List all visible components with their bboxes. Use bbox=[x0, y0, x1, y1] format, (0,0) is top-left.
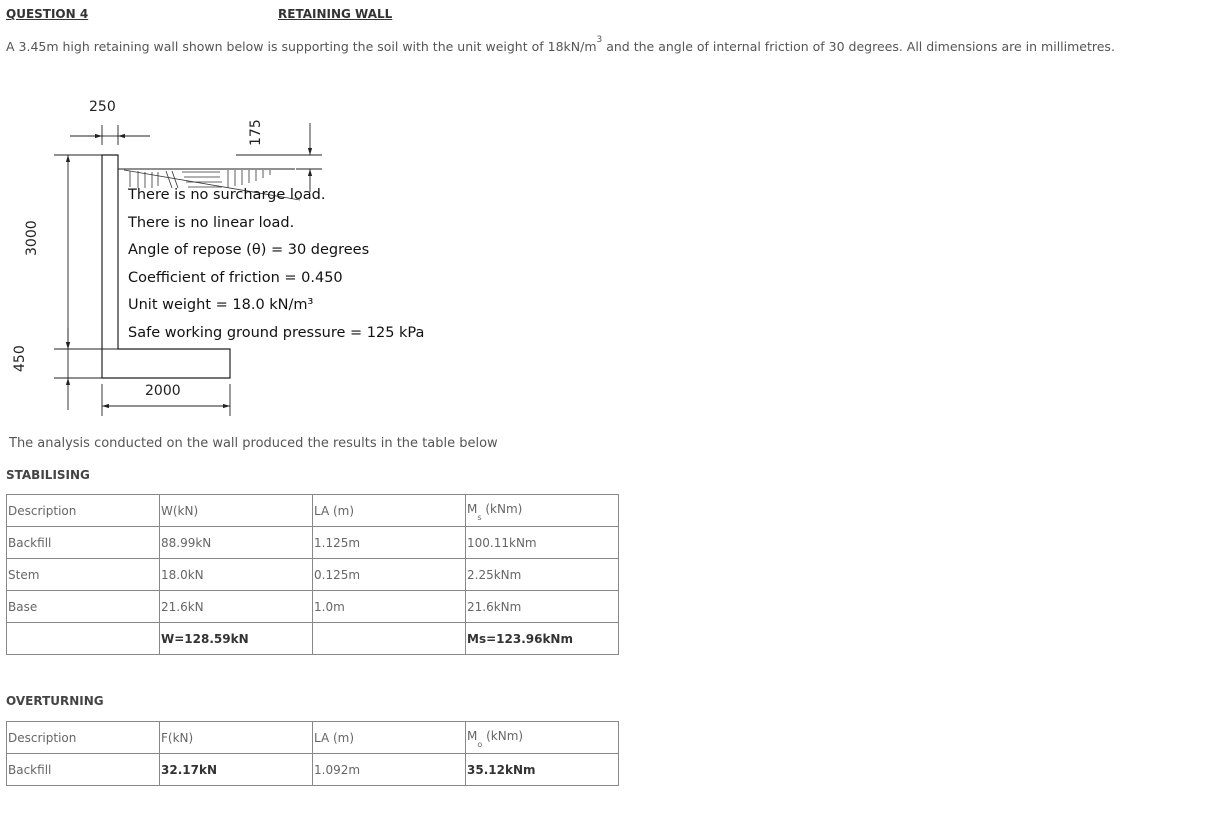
dim-stem-height: 3000 bbox=[24, 220, 40, 256]
weight-cell: 18.0kN bbox=[160, 559, 313, 591]
intro-superscript: 3 bbox=[596, 35, 603, 45]
table-row bbox=[7, 754, 619, 786]
moment-cell: 100.11kNm bbox=[466, 527, 619, 559]
header-cell bbox=[466, 495, 619, 527]
desc-cell: Stem bbox=[7, 559, 160, 591]
lever-arm-cell: 1.0m bbox=[313, 591, 466, 623]
intro-paragraph bbox=[6, 35, 1115, 54]
header-cell: W(kN) bbox=[160, 495, 313, 527]
note-surcharge: There is no surcharge load. bbox=[128, 187, 326, 203]
desc-cell bbox=[7, 623, 160, 655]
lever-arm-cell: 1.092m bbox=[313, 754, 466, 786]
note-ground-pressure: Safe working ground pressure = 125 kPa bbox=[128, 325, 425, 341]
header-cell: LA (m) bbox=[313, 495, 466, 527]
overturning-table bbox=[6, 721, 619, 786]
table-header-row bbox=[7, 495, 619, 527]
intro-text-before: A 3.45m high retaining wall shown below is supporting the soil with the unit weight of 18kN/m bbox=[6, 39, 597, 54]
dim-surcharge-offset: 175 bbox=[248, 119, 264, 146]
intro-text-after: and the angle of internal friction of 30 degrees. All dimensions are in millimetres. bbox=[602, 39, 1115, 54]
desc-cell: Base bbox=[7, 591, 160, 623]
moment-unit: (kNm) bbox=[482, 729, 524, 744]
lever-arm-cell: 0.125m bbox=[313, 559, 466, 591]
header-cell: F(kN) bbox=[160, 722, 313, 754]
moment-symbol: M bbox=[467, 502, 478, 517]
moment-symbol: M bbox=[467, 729, 478, 744]
retaining-wall-diagram bbox=[0, 90, 440, 430]
table-row bbox=[7, 527, 619, 559]
dim-stem-top: 250 bbox=[89, 99, 116, 115]
moment-cell: 35.12kNm bbox=[466, 754, 619, 786]
page-title: RETAINING WALL bbox=[278, 7, 393, 21]
note-unit-weight: Unit weight = 18.0 kN/m³ bbox=[128, 297, 314, 313]
header-cell: Description bbox=[7, 495, 160, 527]
force-cell: 32.17kN bbox=[160, 754, 313, 786]
analysis-text: The analysis conducted on the wall produced the results in the table below bbox=[9, 436, 498, 451]
moment-unit: (kNm) bbox=[481, 502, 523, 517]
moment-cell: 21.6kNm bbox=[466, 591, 619, 623]
note-linear-load: There is no linear load. bbox=[128, 215, 295, 231]
stabilising-heading: STABILISING bbox=[6, 468, 90, 482]
desc-cell: Backfill bbox=[7, 754, 160, 786]
weight-cell: 88.99kN bbox=[160, 527, 313, 559]
lever-arm-cell: 1.125m bbox=[313, 527, 466, 559]
weight-cell: 21.6kN bbox=[160, 591, 313, 623]
question-label: QUESTION 4 bbox=[6, 7, 89, 21]
totals-row bbox=[7, 623, 619, 655]
total-moment-cell: Ms=123.96kNm bbox=[466, 623, 619, 655]
moment-subscript: s bbox=[477, 512, 482, 522]
dim-base-thickness: 450 bbox=[12, 345, 28, 372]
desc-cell: Backfill bbox=[7, 527, 160, 559]
table-row bbox=[7, 559, 619, 591]
dim-base-width: 2000 bbox=[145, 383, 181, 399]
note-coefficient-friction: Coefficient of friction = 0.450 bbox=[128, 270, 343, 286]
header-cell bbox=[466, 722, 619, 754]
header-cell: LA (m) bbox=[313, 722, 466, 754]
table-row bbox=[7, 591, 619, 623]
note-angle-of-repose: Angle of repose (θ) = 30 degrees bbox=[128, 242, 370, 258]
table-header-row bbox=[7, 722, 619, 754]
moment-cell: 2.25kNm bbox=[466, 559, 619, 591]
stabilising-table bbox=[6, 494, 619, 655]
total-weight-cell: W=128.59kN bbox=[160, 623, 313, 655]
overturning-heading: OVERTURNING bbox=[6, 694, 104, 708]
moment-subscript: o bbox=[477, 739, 483, 749]
lever-arm-cell bbox=[313, 623, 466, 655]
header-cell: Description bbox=[7, 722, 160, 754]
